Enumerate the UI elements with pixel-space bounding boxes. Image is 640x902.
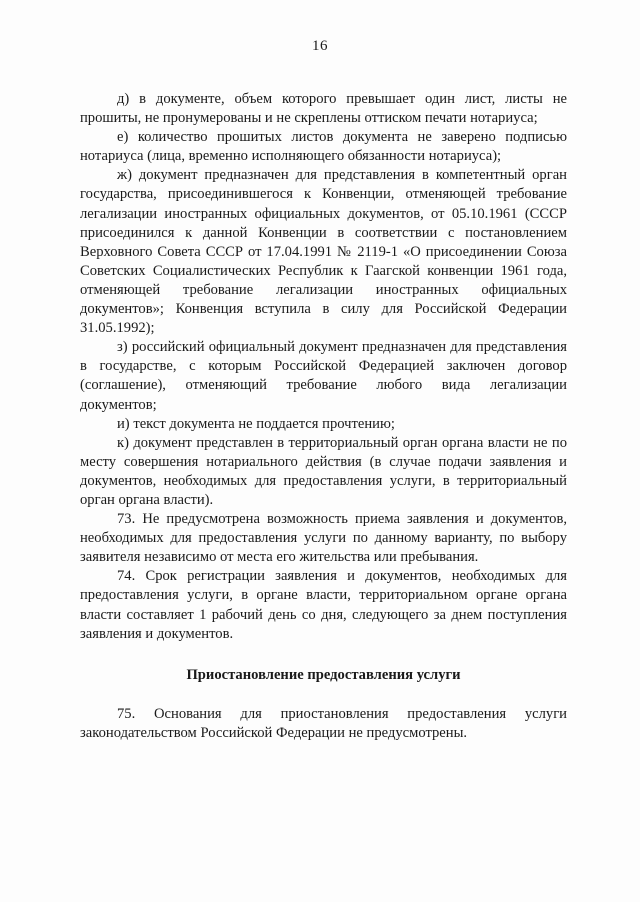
paragraph-73: 73. Не предусмотрена возможность приема заявления и документов, необходимых для предоставления услуги по данному варианту, по выбору заявителя независимо от места его жительства или пребывания. [80, 511, 567, 566]
paragraph-d: д) в документе, объем которого превышает один лист, листы не прошиты, не пронумерованы и не скреплены оттиском печати нотариуса; [80, 91, 567, 127]
paragraph-75: 75. Основания для приостановления предоставления услуги законодательством Российской Федерации не предусмотрены. [80, 705, 567, 741]
paragraph-74: 74. Срок регистрации заявления и документов, необходимых для предоставления услуги, в органе власти, территориальном органе органа власти составляет 1 рабочий день со дня, следующего за днем поступления заявления и документов. [80, 568, 567, 642]
paragraph-zh: ж) документ предназначен для представления в компетентный орган государства, присоединившегося к Конвенции, отменяющей требование легализации иностранных официальных документов, от 05.10.1961 (СССР присоединился к данной Конвенции в соответствии с постановлением Верховного Совета СССР от 17.04.1991 № 2119-1 «О присоединении Союза Советских Социалистических Республик к Гаагской конвенции 1961 года, отменяющей требование легализации иностранных официальных документов»; Конвенция вступила в силу для Российской Федерации 31.05.1992); [80, 167, 567, 337]
document-body [80, 90, 567, 743]
paragraph-k: к) документ представлен в территориальный орган органа власти не по месту совершения нотариального действия (в случае подачи заявления и документов, необходимых для предоставления услуги, в территориальный орган органа власти). [80, 434, 567, 508]
paragraph-z: з) российский официальный документ предназначен для представления в государстве, с которым Российской Федерацией заключен договор (соглашение), отменяющий требование любого вида легализации документов; [80, 339, 567, 413]
page-number: 16 [312, 38, 328, 54]
paragraph-e: е) количество прошитых листов документа не заверено подписью нотариуса (лица, временно исполняющего обязанности нотариуса); [80, 129, 567, 165]
section-heading: Приостановление предоставления услуги [186, 666, 461, 683]
paragraph-i: и) текст документа не поддается прочтению; [117, 415, 395, 432]
